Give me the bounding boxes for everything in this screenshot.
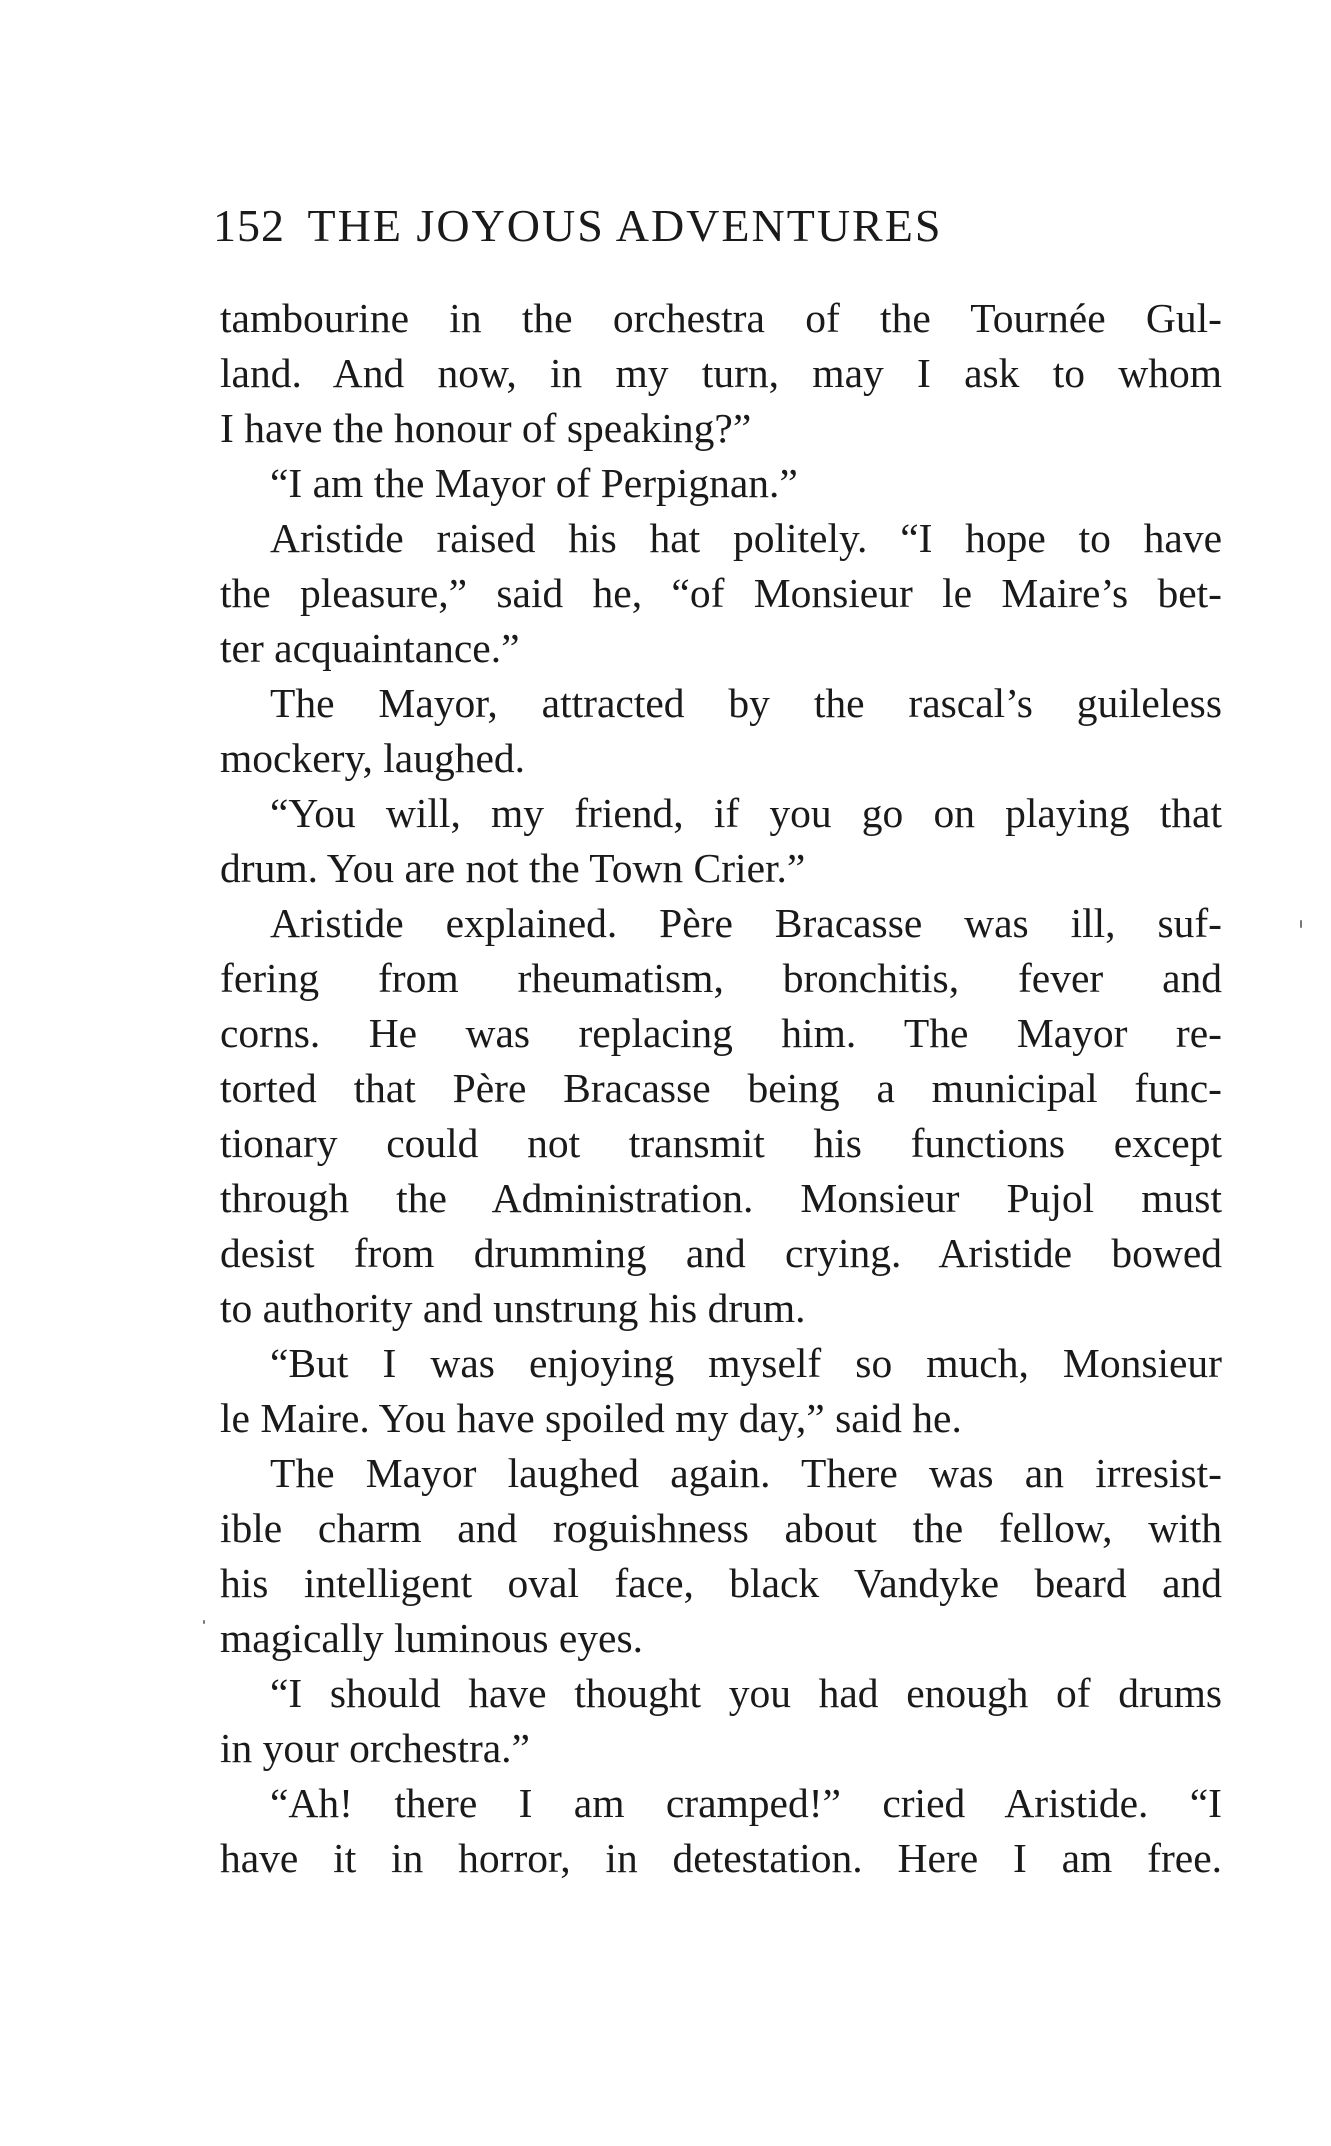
text-line: drum. You are not the Town Crier.” [220, 845, 806, 891]
text-line: his intelligent oval face, black Vandyke beard and [220, 1560, 1222, 1606]
text-line: “I am the Mayor of Perpignan.” [270, 460, 798, 506]
body-text [220, 291, 1222, 1886]
text-line: ible charm and roguishness about the fellow, with [220, 1505, 1222, 1551]
text-line: Aristide explained. Père Bracasse was ill, suf- [270, 900, 1222, 946]
text-line: corns. He was replacing him. The Mayor re- [220, 1010, 1222, 1056]
text-line: magically luminous eyes. [220, 1615, 643, 1661]
text-line: through the Administration. Monsieur Pujol must [220, 1175, 1222, 1221]
text-line: the pleasure,” said he, “of Monsieur le Maire’s bet- [220, 570, 1222, 616]
running-title: THE JOYOUS ADVENTURES [307, 200, 943, 251]
text-line: ter acquaintance.” [220, 625, 520, 671]
text-line: “Ah! there I am cramped!” cried Aristide. “I [270, 1780, 1222, 1826]
text-line: le Maire. You have spoiled my day,” said he. [220, 1395, 962, 1441]
text-line: tionary could not transmit his functions except [220, 1120, 1222, 1166]
text-line: mockery, laughed. [220, 735, 525, 781]
text-line: in your orchestra.” [220, 1725, 530, 1771]
text-line: Aristide raised his hat politely. “I hope to have [270, 515, 1222, 561]
page-number: 152 [213, 200, 285, 251]
text-line: The Mayor laughed again. There was an irresist- [270, 1450, 1222, 1496]
text-line: The Mayor, attracted by the rascal’s guileless [270, 680, 1222, 726]
text-line: “But I was enjoying myself so much, Monsieur [270, 1340, 1222, 1386]
scan-speck [1300, 920, 1302, 928]
text-line: desist from drumming and crying. Aristide bowed [220, 1230, 1222, 1276]
text-line: I have the honour of speaking?” [220, 405, 752, 451]
text-line: to authority and unstrung his drum. [220, 1285, 806, 1331]
text-line: torted that Père Bracasse being a municipal func- [220, 1065, 1222, 1111]
text-line: tambourine in the orchestra of the Tournée Gul- [220, 295, 1222, 341]
text-line: “I should have thought you had enough of drums [270, 1670, 1222, 1716]
scan-speck [203, 1620, 205, 1624]
text-line: land. And now, in my turn, may I ask to whom [220, 350, 1222, 396]
text-line: “You will, my friend, if you go on playing that [270, 790, 1222, 836]
text-line: fering from rheumatism, bronchitis, fever and [220, 955, 1222, 1001]
text-line: have it in horror, in detestation. Here I am free. [220, 1835, 1222, 1881]
page-header [213, 196, 1083, 256]
